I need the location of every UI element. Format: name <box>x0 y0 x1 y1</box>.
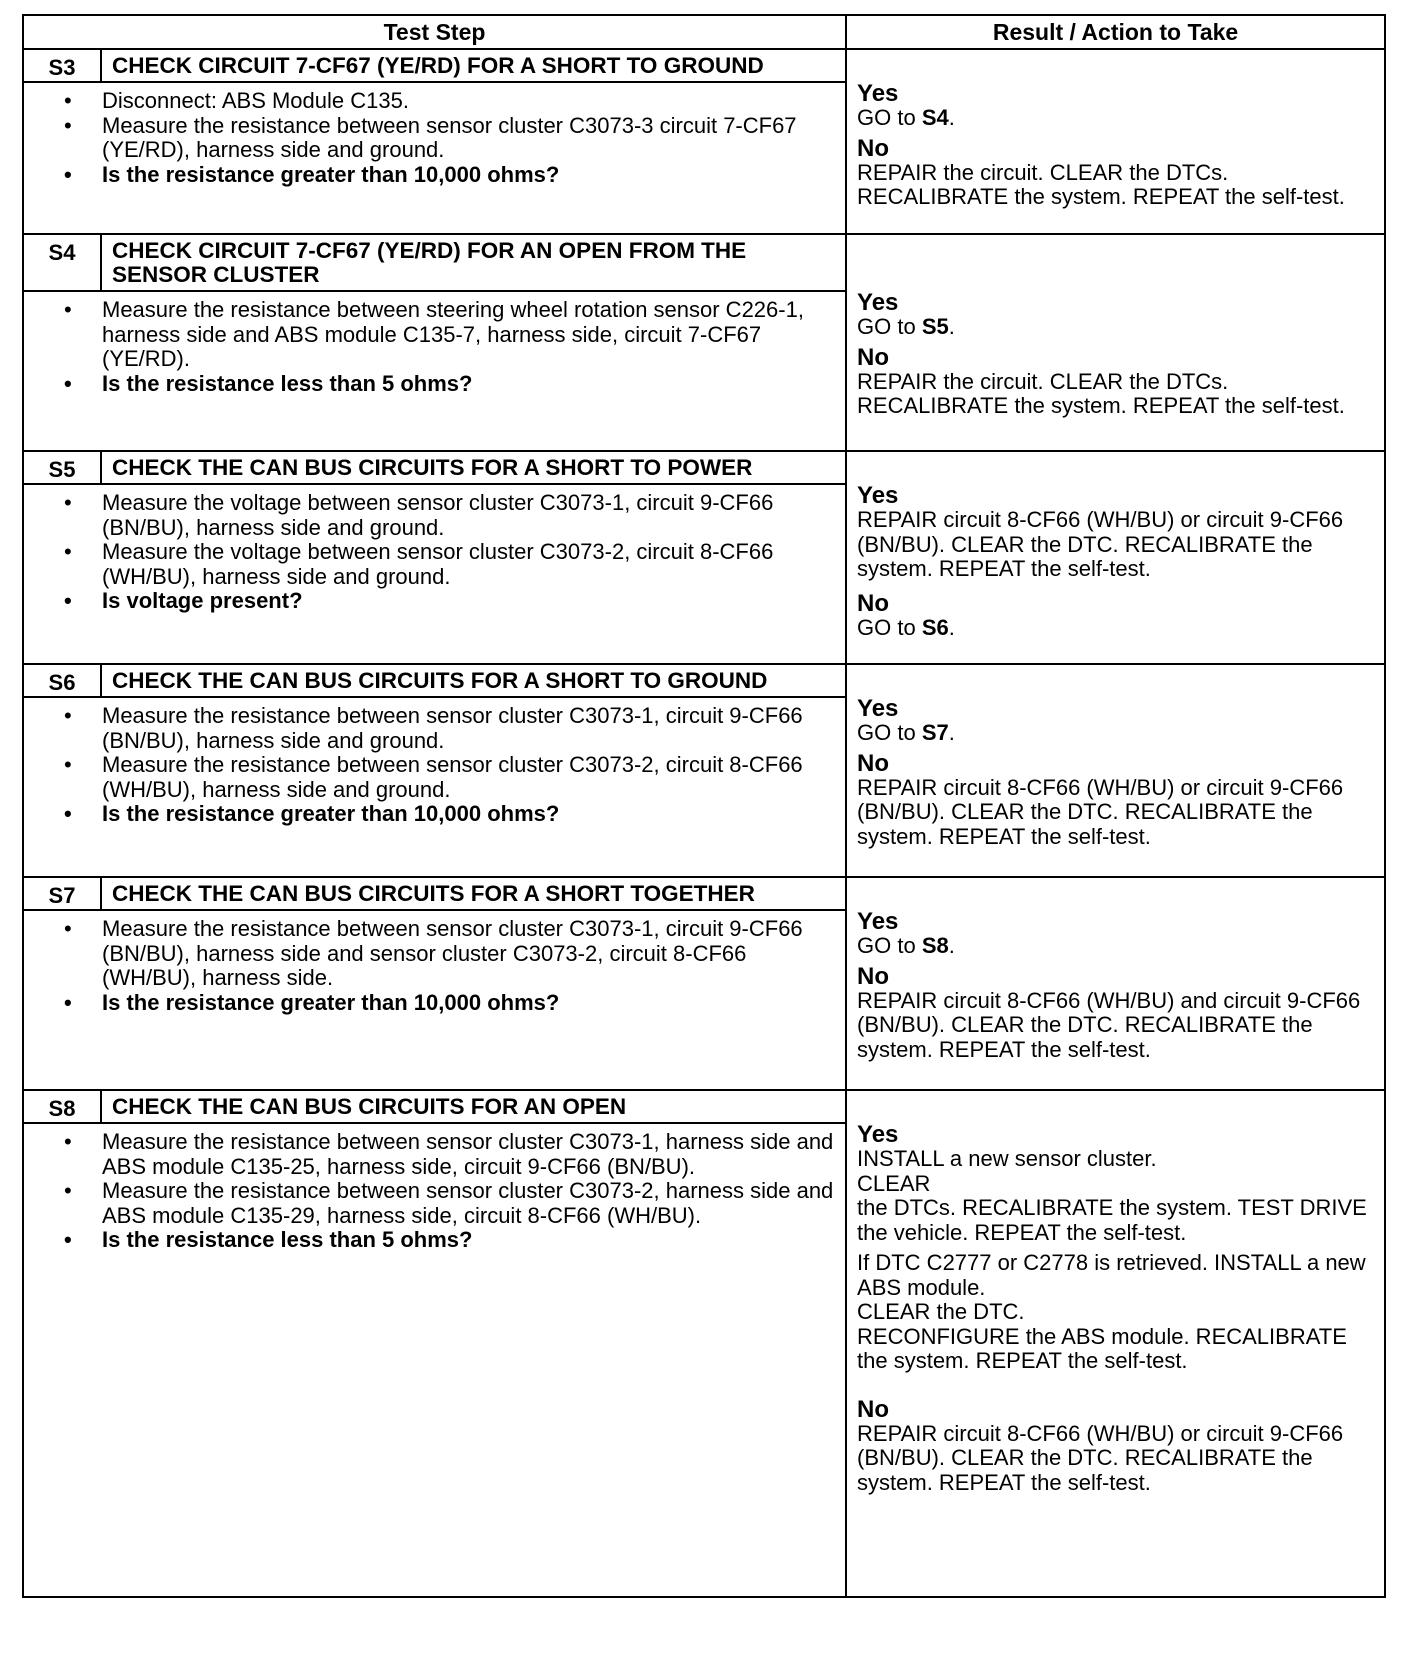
yes-target: S4 <box>921 105 949 130</box>
step-instructions <box>23 910 846 1090</box>
yes-extra-line: If DTC C2777 or C2778 is retrieved. INSTALL a new ABS module. <box>857 1250 1366 1300</box>
action-item: • Measure the resistance between sensor cluster C3073-1, circuit 9-CF66 (BN/BU), harness side and ground. <box>64 704 835 753</box>
yes-prefix: GO to <box>857 933 922 958</box>
no-action <box>857 616 1376 641</box>
step-result <box>846 49 1385 234</box>
yes-suffix: . <box>948 933 955 958</box>
no-label: No <box>857 343 890 371</box>
no-label: No <box>857 962 890 990</box>
action-item: • Measure the resistance between sensor cluster C3073-2, circuit 8-CF66 (WH/BU), harness side and ground. <box>64 753 835 802</box>
yes-action <box>857 106 1376 131</box>
yes-line: CLEAR <box>857 1170 931 1196</box>
no-action: REPAIR circuit 8-CF66 (WH/BU) or circuit 9-CF66 (BN/BU). CLEAR the DTC. RECALIBRATE the system. REPEAT the self-test. <box>857 1420 1344 1495</box>
yes-suffix: . <box>948 720 955 745</box>
no-label: No <box>857 1395 890 1423</box>
action-item: • Disconnect: ABS Module C135. <box>64 89 835 114</box>
action-item: • Measure the resistance between sensor cluster C3073-2, harness side and ABS module C135-29, harness side, circuit 8-CF66 (WH/BU). <box>64 1179 835 1228</box>
step-title: CHECK CIRCUIT 7-CF67 (YE/RD) FOR AN OPEN FROM THE SENSOR CLUSTER <box>101 234 846 291</box>
step-instructions <box>23 1123 846 1597</box>
step-result <box>846 451 1385 664</box>
yes-extra-line: CLEAR the DTC. <box>857 1299 1025 1324</box>
step-instructions <box>23 697 846 877</box>
header-test-step: Test Step <box>23 15 846 49</box>
step-title: CHECK THE CAN BUS CIRCUITS FOR A SHORT TOGETHER <box>101 877 846 910</box>
yes-suffix: . <box>948 105 955 130</box>
step-id: S3 <box>23 49 101 82</box>
yes-label: Yes <box>857 908 899 935</box>
step-title-row <box>23 664 1385 697</box>
yes-label: Yes <box>857 80 899 107</box>
yes-label: Yes <box>857 695 899 722</box>
step-id: S7 <box>23 877 101 910</box>
step-result <box>846 234 1385 451</box>
step-instructions <box>23 82 846 234</box>
step-title-row <box>23 451 1385 484</box>
header-result-action: Result / Action to Take <box>846 15 1385 49</box>
step-title: CHECK CIRCUIT 7-CF67 (YE/RD) FOR A SHORT TO GROUND <box>101 49 846 82</box>
step-instructions <box>23 291 846 451</box>
no-action: REPAIR the circuit. CLEAR the DTCs. RECALIBRATE the system. REPEAT the self-test. <box>857 368 1345 418</box>
no-label: No <box>857 589 890 617</box>
step-id: S6 <box>23 664 101 697</box>
action-item: • Measure the resistance between steering wheel rotation sensor C226-1, harness side and ABS module C135-7, harness side, circuit 7-CF67 (YE/RD). <box>64 298 835 372</box>
step-result <box>846 664 1385 877</box>
yes-target: S8 <box>921 933 949 958</box>
yes-prefix: GO to <box>857 105 922 130</box>
diagnostic-table <box>22 14 1386 1598</box>
yes-prefix: GO to <box>857 314 922 339</box>
yes-prefix: GO to <box>857 720 922 745</box>
step-title-row <box>23 1090 1385 1123</box>
step-title: CHECK THE CAN BUS CIRCUITS FOR A SHORT TO GROUND <box>101 664 846 697</box>
yes-action <box>857 315 1376 340</box>
yes-action <box>857 721 1376 746</box>
no-action: REPAIR the circuit. CLEAR the DTCs. RECALIBRATE the system. REPEAT the self-test. <box>857 159 1345 209</box>
yes-target: S7 <box>921 720 949 745</box>
yes-extra-line: RECONFIGURE the ABS module. RECALIBRATE the system. REPEAT the self-test. <box>857 1323 1347 1373</box>
yes-label: Yes <box>857 482 899 509</box>
yes-suffix: . <box>948 314 955 339</box>
yes-label: Yes <box>857 1121 899 1148</box>
no-suffix: . <box>948 614 955 640</box>
step-instructions <box>23 484 846 664</box>
no-prefix: GO to <box>857 614 922 640</box>
step-title-row <box>23 234 1385 291</box>
step-id: S4 <box>23 234 101 291</box>
action-item: • Measure the resistance between sensor cluster C3073-3 circuit 7-CF67 (YE/RD), harness side and ground. <box>64 114 835 163</box>
yes-line: INSTALL a new sensor cluster. <box>857 1146 1157 1171</box>
step-title: CHECK THE CAN BUS CIRCUITS FOR A SHORT TO POWER <box>101 451 846 484</box>
action-item: • Measure the voltage between sensor cluster C3073-2, circuit 8-CF66 (WH/BU), harness side and ground. <box>64 540 835 589</box>
no-label: No <box>857 134 890 162</box>
yes-target: S5 <box>921 314 949 339</box>
step-question: • Is voltage present? <box>64 589 835 614</box>
step-result <box>846 877 1385 1090</box>
step-question: • Is the resistance greater than 10,000 ohms? <box>64 991 835 1016</box>
no-label: No <box>857 749 890 777</box>
step-id: S8 <box>23 1090 101 1123</box>
table-header-row <box>23 15 1385 49</box>
no-action: REPAIR circuit 8-CF66 (WH/BU) or circuit 9-CF66 (BN/BU). CLEAR the DTC. RECALIBRATE the system. REPEAT the self-test. <box>857 774 1344 849</box>
yes-action: REPAIR circuit 8-CF66 (WH/BU) or circuit 9-CF66 (BN/BU). CLEAR the DTC. RECALIBRATE the system. REPEAT the self-test. <box>857 507 1344 581</box>
no-target: S6 <box>921 614 949 640</box>
yes-label: Yes <box>857 289 899 316</box>
step-question: • Is the resistance less than 5 ohms? <box>64 1228 835 1253</box>
step-question: • Is the resistance less than 5 ohms? <box>64 372 835 397</box>
action-item: • Measure the resistance between sensor cluster C3073-1, harness side and ABS module C135-25, harness side, circuit 9-CF66 (BN/BU). <box>64 1130 835 1179</box>
step-result <box>846 1090 1385 1597</box>
action-item: • Measure the resistance between sensor cluster C3073-1, circuit 9-CF66 (BN/BU), harness side and sensor cluster C3073-2, circuit 8-CF66 (WH/BU), harness side. <box>64 917 835 991</box>
step-question: • Is the resistance greater than 10,000 ohms? <box>64 802 835 827</box>
step-title: CHECK THE CAN BUS CIRCUITS FOR AN OPEN <box>101 1090 846 1123</box>
yes-line: the DTCs. RECALIBRATE the system. TEST DRIVE the vehicle. REPEAT the self-test. <box>857 1195 1367 1245</box>
action-item: • Measure the voltage between sensor cluster C3073-1, circuit 9-CF66 (BN/BU), harness side and ground. <box>64 491 835 540</box>
step-title-row <box>23 877 1385 910</box>
yes-action <box>857 934 1376 959</box>
step-id: S5 <box>23 451 101 484</box>
step-title-row <box>23 49 1385 82</box>
step-question: • Is the resistance greater than 10,000 ohms? <box>64 163 835 188</box>
no-action: REPAIR circuit 8-CF66 (WH/BU) and circuit 9-CF66 (BN/BU). CLEAR the DTC. RECALIBRATE the system. REPEAT the self-test. <box>857 987 1361 1062</box>
